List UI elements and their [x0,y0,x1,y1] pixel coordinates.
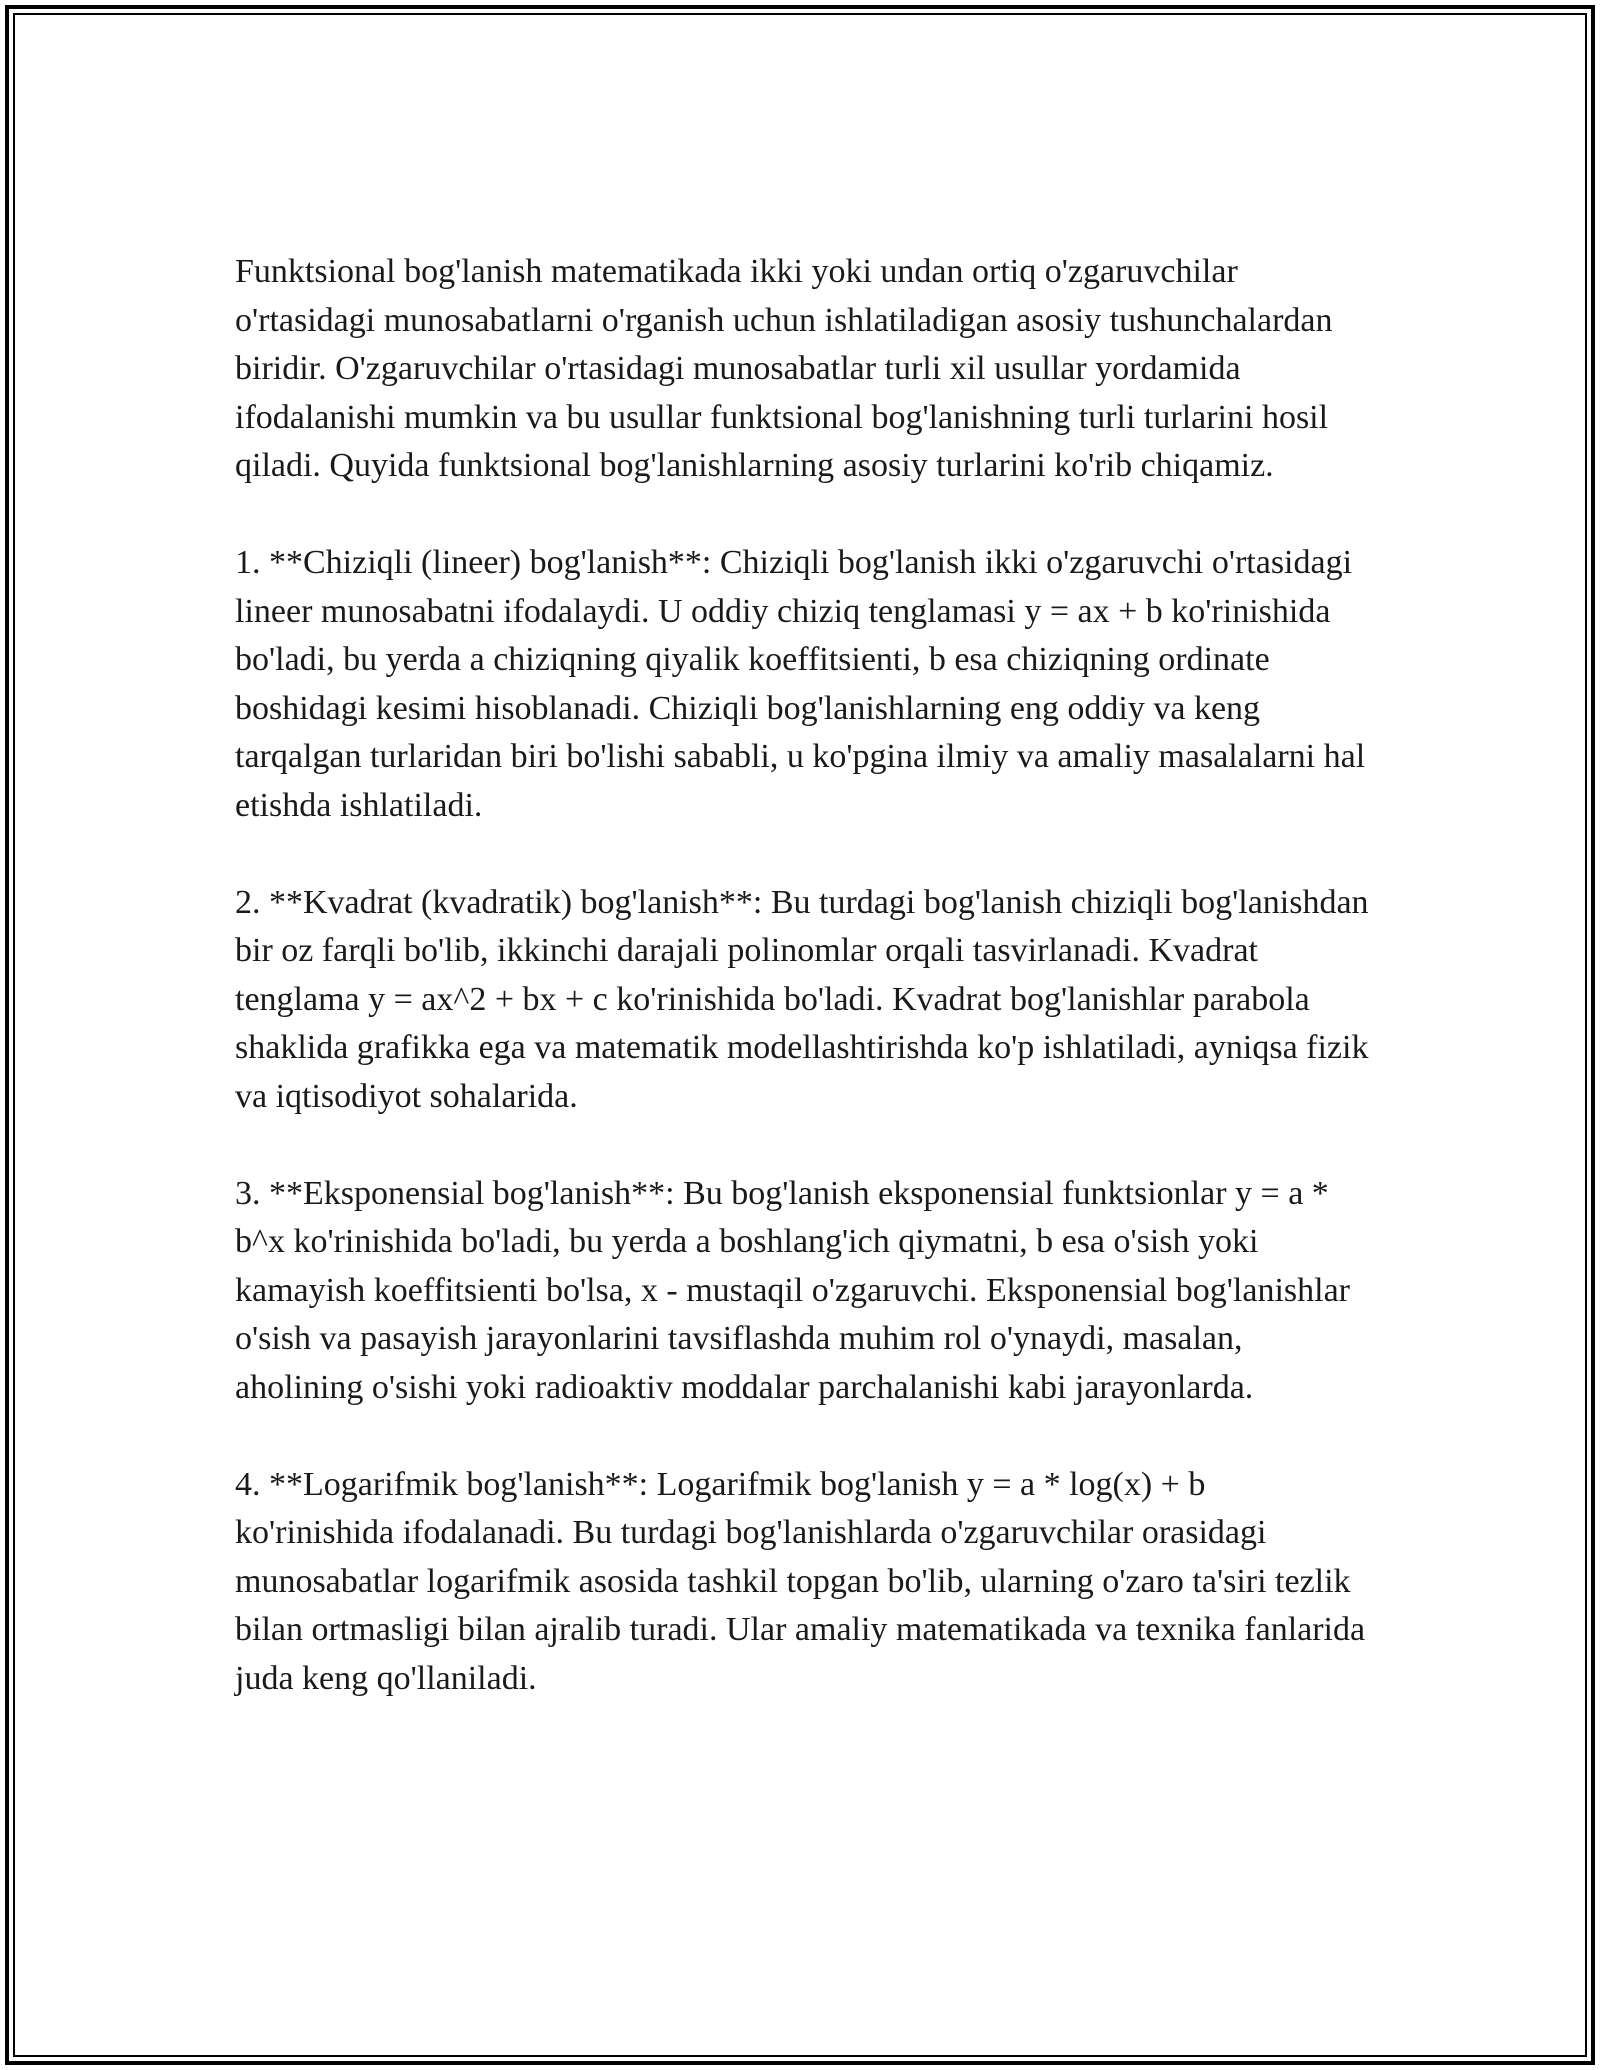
logarithmic-dependence-paragraph: 4. **Logarifmik bog'lanish**: Logarifmik bog'lanish y = a * log(x) + b ko'rinishida ifodalanadi. Bu turdagi bog'lanishlarda o'zgaruvchilar orasidagi munosabatlar logarifmik asosida tashkil topgan bo'lib, ularning o'zaro ta'siri tezlik bilan ortmasligi bilan ajralib turadi. Ular amaliy matematikada va texnika fanlarida juda keng qo'llaniladi. [235,1465,1366,1697]
linear-dependence-paragraph: 1. **Chiziqli (lineer) bog'lanish**: Chiziqli bog'lanish ikki o'zgaruvchi o'rtasidagi lineer munosabatni ifodalaydi. U oddiy chiziq tenglamasi y = ax + b ko'rinishida bo'ladi, bu yerda a chiziqning qiyalik koeffitsienti, b esa chiziqning ordinate boshidagi kesimi hisoblanadi. Chiziqli bog'lanishlarning eng oddiy va keng tarqalgan turlaridan biri bo'lishi sababli, u ko'pgina ilmiy va amaliy masalalarni hal etishda ishlatiladi. [235,544,1366,824]
exponential-dependence-paragraph: 3. **Eksponensial bog'lanish**: Bu bog'lanish eksponensial funktsionlar y = a * b^x ko'rinishida bo'ladi, bu yerda a boshlang'ich qiymatni, b esa o'sish yoki kamayish koeffitsienti bo'lsa, x - mustaqil o'zgaruvchi. Eksponensial bog'lanishlar o'sish va pasayish jarayonlarini tavsiflashda muhim rol o'ynaydi, masalan, aholining o'sishi yoki radioaktiv moddalar parchalanishi kabi jarayonlarda. [235,1174,1350,1406]
quadratic-dependence-paragraph: 2. **Kvadrat (kvadratik) bog'lanish**: Bu turdagi bog'lanish chiziqli bog'lanishdan bir oz farqli bo'lib, ikkinchi darajali polinomlar orqali tasvirlanadi. Kvadrat tenglama y = ax^2 + bx + c ko'rinishida bo'ladi. Kvadrat bog'lanishlar parabola shaklida grafikka ega va matematik modellashtirishda ko'p ishlatiladi, ayniqsa fizik va iqtisodiyot sohalarida. [235,883,1369,1115]
document-body [235,248,1370,1752]
intro-paragraph: Funktsional bog'lanish matematikada ikki yoki undan ortiq o'zgaruvchilar o'rtasidagi munosabatlarni o'rganish uchun ishlatiladigan asosiy tushunchalardan biridir. O'zgaruvchilar o'rtasidagi munosabatlar turli xil usullar yordamida ifodalanishi mumkin va bu usullar funktsional bog'lanishning turli turlarini hosil qiladi. Quyida funktsional bog'lanishlarning asosiy turlarini ko'rib chiqamiz. [235,253,1333,484]
